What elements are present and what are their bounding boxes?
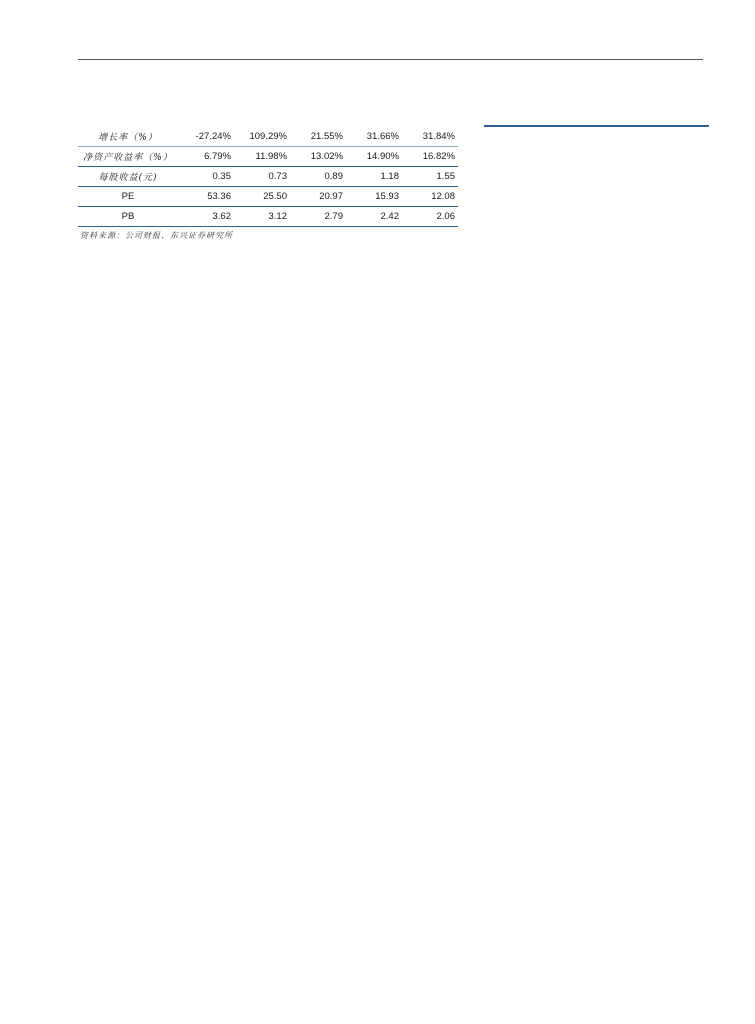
table-row-growth-rate — [78, 127, 458, 147]
table-cell: 2.42 — [346, 207, 402, 227]
table-cell: 0.73 — [234, 167, 290, 187]
table-cell: 109.29% — [234, 127, 290, 147]
table-cell: 2.79 — [290, 207, 346, 227]
table-cell: 16.82% — [402, 147, 458, 167]
table-cell: 0.35 — [178, 167, 234, 187]
table-cell: -27.24% — [178, 127, 234, 147]
table-row-roe — [78, 147, 458, 167]
table-row-pe — [78, 187, 458, 207]
table-cell: 31.84% — [402, 127, 458, 147]
table-cell: 12.08 — [402, 187, 458, 207]
financial-forecast-table — [78, 127, 458, 227]
row-label: PB — [78, 207, 178, 227]
table-cell: 20.97 — [290, 187, 346, 207]
table-cell: 11.98% — [234, 147, 290, 167]
table-cell: 31.66% — [346, 127, 402, 147]
side-panel-rule — [484, 125, 709, 127]
table-cell: 1.18 — [346, 167, 402, 187]
table-cell: 3.62 — [178, 207, 234, 227]
table-row-eps — [78, 167, 458, 187]
table-cell: 1.55 — [402, 167, 458, 187]
page-header-rule — [78, 59, 703, 60]
table-cell: 0.89 — [290, 167, 346, 187]
row-label: PE — [78, 187, 178, 207]
table-cell: 21.55% — [290, 127, 346, 147]
table-cell: 25.50 — [234, 187, 290, 207]
table-row-pb — [78, 207, 458, 227]
table-cell: 2.06 — [402, 207, 458, 227]
row-label: 每股收益(元) — [78, 167, 178, 187]
table-cell: 15.93 — [346, 187, 402, 207]
table-cell: 6.79% — [178, 147, 234, 167]
table-cell: 53.36 — [178, 187, 234, 207]
table-cell: 13.02% — [290, 147, 346, 167]
source-note: 资料来源：公司财报、东兴证券研究所 — [80, 231, 233, 240]
table-cell: 14.90% — [346, 147, 402, 167]
row-label: 净资产收益率（%） — [78, 147, 178, 167]
table-cell: 3.12 — [234, 207, 290, 227]
row-label: 增长率（%） — [78, 127, 178, 147]
